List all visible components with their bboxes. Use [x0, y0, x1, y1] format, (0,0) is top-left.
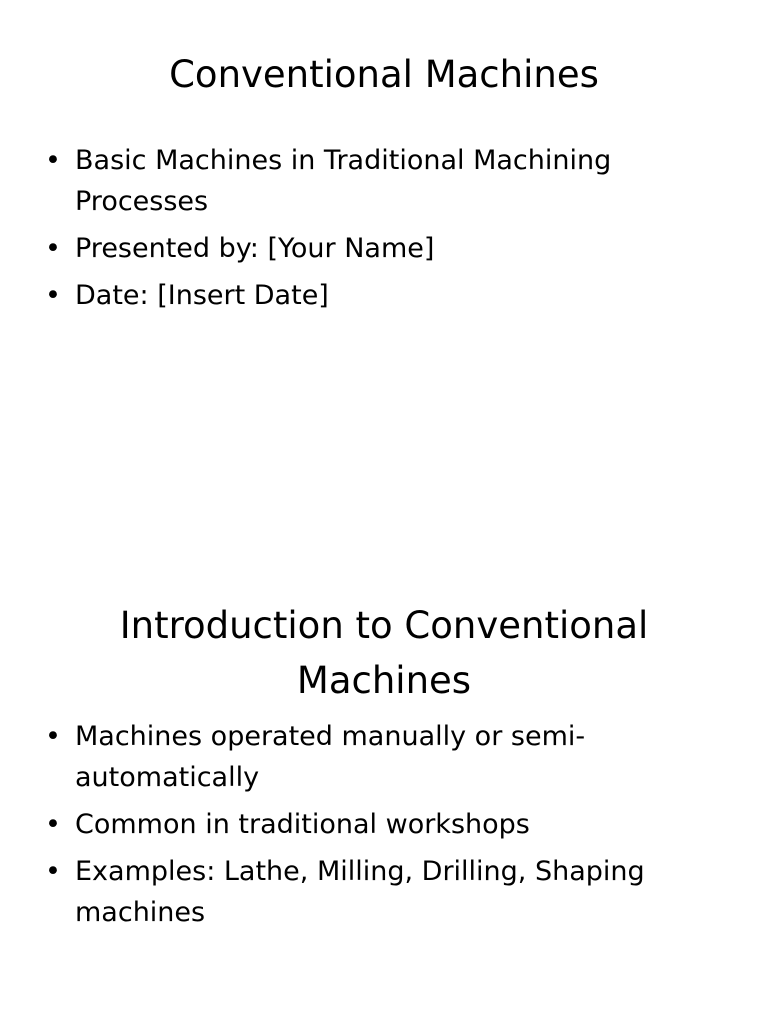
bullet-icon: • [45, 721, 61, 752]
bullet-text: Common in traditional workshops [75, 809, 530, 840]
list-item [40, 804, 660, 845]
list-item [40, 851, 660, 933]
slide-title: Introduction to Conventional Machines [119, 604, 649, 702]
list-item [40, 716, 660, 798]
bullet-icon: • [45, 856, 61, 887]
bullet-icon: • [45, 145, 61, 176]
slide-title: Conventional Machines [169, 53, 599, 96]
bullet-icon: • [45, 233, 61, 264]
bullet-icon: • [45, 809, 61, 840]
bullet-icon: • [45, 280, 61, 311]
list-item [40, 140, 660, 222]
bullet-text: Machines operated manually or semi-automatically [75, 721, 586, 793]
list-item [40, 275, 660, 316]
bullet-text: Presented by: [Your Name] [75, 233, 435, 264]
list-item [40, 228, 660, 269]
bullet-text: Basic Machines in Traditional Machining Processes [75, 145, 612, 217]
bullet-text: Examples: Lathe, Milling, Drilling, Shaping machines [75, 856, 645, 928]
bullet-list [40, 716, 660, 939]
bullet-text: Date: [Insert Date] [75, 280, 329, 311]
bullet-list [40, 140, 660, 322]
